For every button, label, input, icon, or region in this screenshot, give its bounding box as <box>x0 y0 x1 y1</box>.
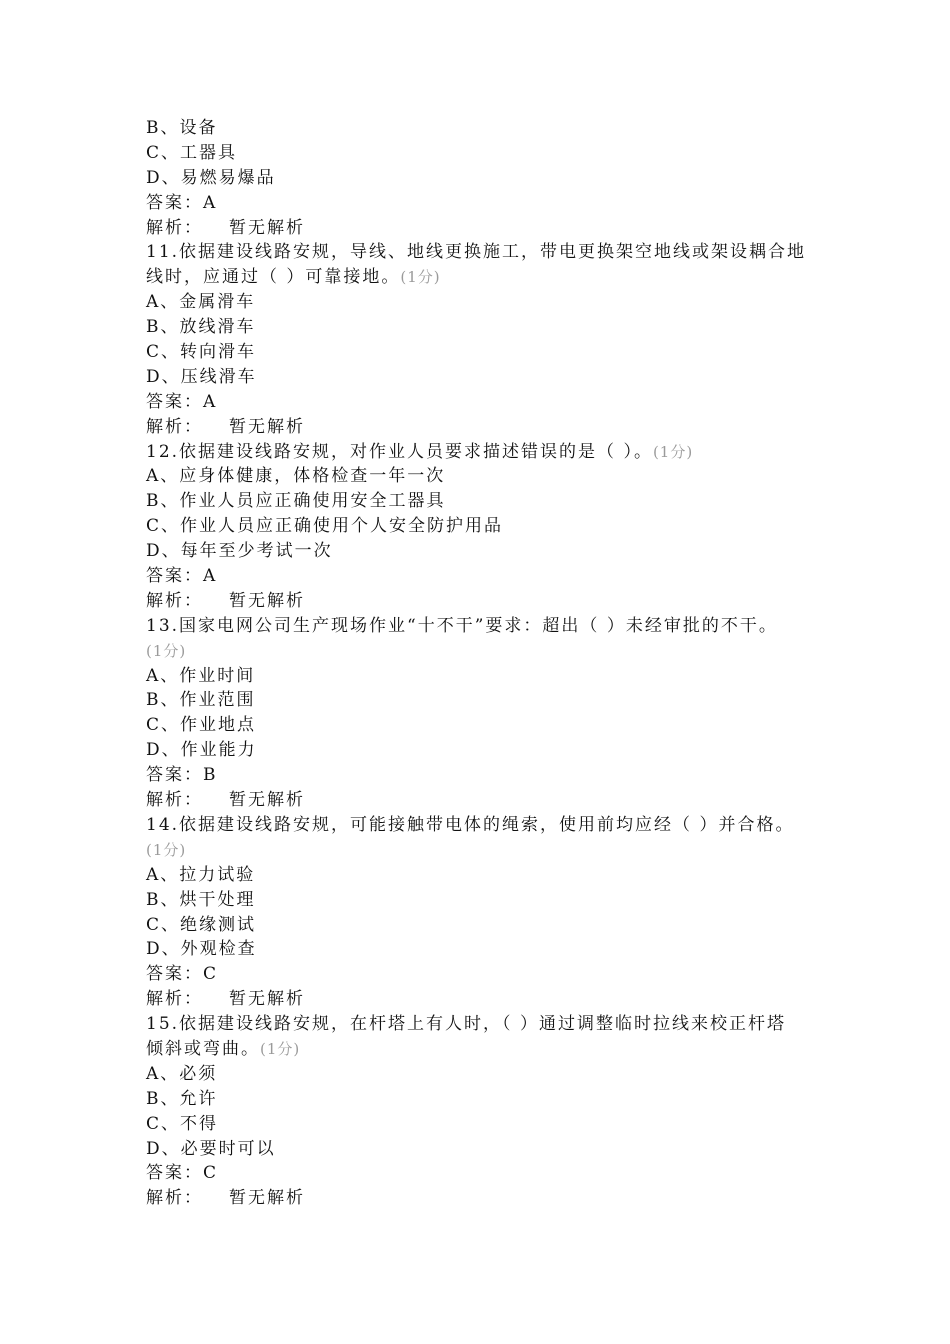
option-c: C、绝缘测试 <box>146 914 257 935</box>
option-b: B、允许 <box>146 1088 218 1109</box>
option-d: D、作业能力 <box>146 740 257 761</box>
question-stem: 13.国家电网公司生产现场作业“十不干”要求：超出（ ）未经审批的不干。 <box>146 615 778 636</box>
option-c: C、转向滑车 <box>146 342 257 363</box>
question-stem: 线时，应通过（ ）可靠接地。(1分) <box>146 267 441 288</box>
option-b: B、烘干处理 <box>146 889 256 910</box>
previous-question-tail <box>146 116 836 240</box>
score-label: (1分) <box>400 268 441 287</box>
question-14 <box>146 813 836 1012</box>
option-d: D、外观检查 <box>146 939 257 960</box>
exam-document <box>146 116 836 1211</box>
question-stem: 倾斜或弯曲。(1分) <box>146 1038 301 1059</box>
option-d: D、易燃易爆品 <box>146 167 276 188</box>
analysis <box>146 788 836 813</box>
analysis-label: 解析： <box>146 416 203 437</box>
score-label: (1分) <box>260 1039 301 1058</box>
analysis-text: 暂无解析 <box>229 217 305 238</box>
question-stem: 12.依据建设线路安规，对作业人员要求描述错误的是（ ）。(1分) <box>146 441 694 462</box>
analysis <box>146 415 836 440</box>
answer: 答案：A <box>146 192 218 213</box>
question-15 <box>146 1012 836 1211</box>
option-b: B、放线滑车 <box>146 317 256 338</box>
option-d: D、每年至少考试一次 <box>146 541 333 562</box>
option-a: A、拉力试验 <box>146 864 256 885</box>
question-12 <box>146 440 836 614</box>
analysis-text: 暂无解析 <box>229 1188 305 1209</box>
option-b: B、作业人员应正确使用安全工器具 <box>146 491 446 512</box>
analysis-text: 暂无解析 <box>229 590 305 611</box>
question-stem: 14.依据建设线路安规，可能接触带电体的绳索，使用前均应经（ ）并合格。 <box>146 814 795 835</box>
analysis-label: 解析： <box>146 989 203 1010</box>
score-label: (1分) <box>146 641 187 660</box>
option-a: A、作业时间 <box>146 665 256 686</box>
option-d: D、必要时可以 <box>146 1138 276 1159</box>
question-stem: 11.依据建设线路安规，导线、地线更换施工，带电更换架空地线或架设耦合地 <box>146 242 807 263</box>
analysis <box>146 216 836 241</box>
option-c: C、作业地点 <box>146 715 257 736</box>
score-label: (1分) <box>146 840 187 859</box>
analysis-label: 解析： <box>146 217 203 238</box>
analysis <box>146 987 836 1012</box>
question-13 <box>146 614 836 813</box>
analysis-label: 解析： <box>146 590 203 611</box>
option-b: B、设备 <box>146 118 218 138</box>
option-d: D、压线滑车 <box>146 366 257 387</box>
question-11 <box>146 240 836 439</box>
answer: 答案：C <box>146 1163 219 1184</box>
analysis-text: 暂无解析 <box>229 790 305 811</box>
analysis-text: 暂无解析 <box>229 989 305 1010</box>
score-label: (1分) <box>652 442 694 461</box>
option-c: C、不得 <box>146 1113 219 1134</box>
analysis-label: 解析： <box>146 790 203 811</box>
option-a: A、金属滑车 <box>146 292 256 313</box>
analysis <box>146 1186 836 1211</box>
option-c: C、工器具 <box>146 142 238 163</box>
answer: 答案：B <box>146 765 218 786</box>
analysis-text: 暂无解析 <box>229 416 305 437</box>
analysis <box>146 589 836 614</box>
question-stem: 15.依据建设线路安规，在杆塔上有人时，（ ）通过调整临时拉线来校正杆塔 <box>146 1014 786 1035</box>
answer: 答案：A <box>146 391 218 412</box>
option-a: A、必须 <box>146 1063 218 1084</box>
option-b: B、作业范围 <box>146 690 256 711</box>
option-c: C、作业人员应正确使用个人安全防护用品 <box>146 516 504 537</box>
option-a: A、应身体健康，体格检查一年一次 <box>146 466 446 487</box>
answer: 答案：C <box>146 964 219 985</box>
answer: 答案：A <box>146 566 218 587</box>
analysis-label: 解析： <box>146 1188 203 1209</box>
